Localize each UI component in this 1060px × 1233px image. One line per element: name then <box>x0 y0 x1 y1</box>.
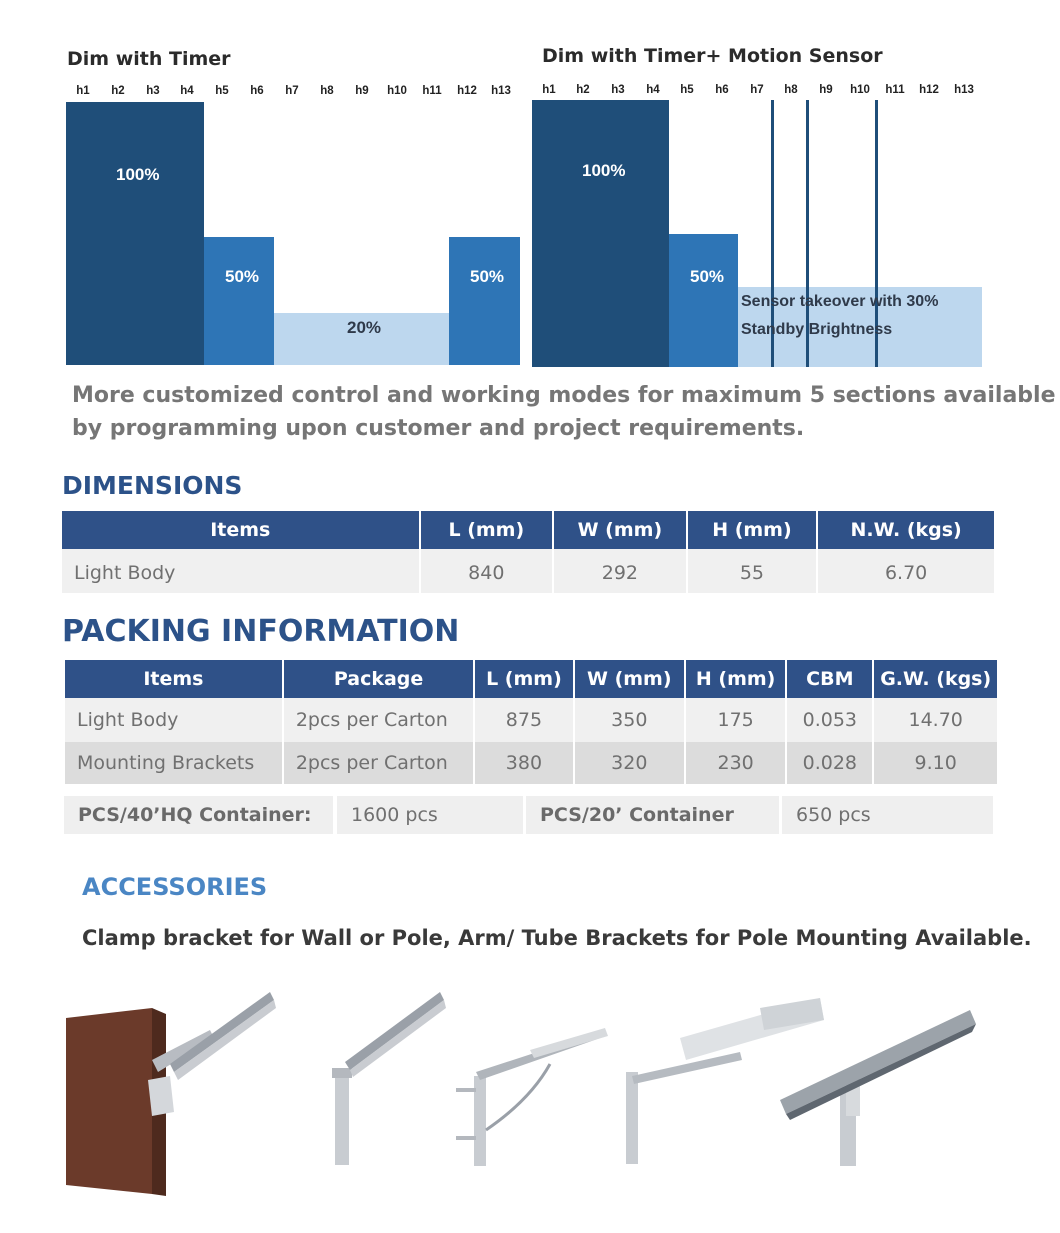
cell: 380 <box>475 742 572 784</box>
cell: 875 <box>475 698 572 742</box>
bar-label-100-motion: 100% <box>582 161 626 180</box>
table-header-row <box>62 511 994 549</box>
cell: 840 <box>421 549 553 593</box>
hour-label: h1 <box>76 85 90 97</box>
col-header: Package <box>284 660 473 698</box>
table-header-row <box>65 660 997 698</box>
hour-label: h3 <box>611 84 625 96</box>
hour-axis-timer <box>66 85 520 101</box>
hour-label: h9 <box>355 85 369 97</box>
sensor-note-line2: Standby Brightness <box>741 321 893 338</box>
col-header: L (mm) <box>475 660 572 698</box>
col-header: CBM <box>787 660 872 698</box>
hour-label: h12 <box>919 84 939 96</box>
hour-label: h9 <box>819 84 833 96</box>
dimensions-table <box>60 511 996 593</box>
accessories-illustrations <box>60 980 1020 1210</box>
bar-label-50b: 50% <box>470 267 505 286</box>
hour-label: h3 <box>146 85 160 97</box>
bar-50b-timer <box>449 237 520 365</box>
hour-label: h7 <box>750 84 764 96</box>
container-40-value: 1600 pcs <box>337 796 523 834</box>
hour-label: h6 <box>250 85 264 97</box>
accessories-text: Clamp bracket for Wall or Pole, Arm/ Tube Brackets for Pole Mounting Available. <box>82 926 1032 950</box>
container-20-value: 650 pcs <box>782 796 993 834</box>
hour-label: h5 <box>680 84 694 96</box>
hour-label: h2 <box>576 84 590 96</box>
hour-label: h11 <box>885 84 905 96</box>
cell: Mounting Brackets <box>65 742 282 784</box>
dimensions-title: DIMENSIONS <box>62 471 243 500</box>
hour-label: h2 <box>111 85 125 97</box>
hour-label: h7 <box>285 85 299 97</box>
container-40-label: PCS/40’HQ Container: <box>64 796 333 834</box>
hour-label: h10 <box>850 84 870 96</box>
col-header: Items <box>62 511 419 549</box>
cell: 350 <box>575 698 684 742</box>
hour-label: h4 <box>180 85 194 97</box>
hour-label: h11 <box>422 85 442 97</box>
cell: 2pcs per Carton <box>284 742 473 784</box>
bar-label-50: 50% <box>225 267 260 286</box>
packing-title: PACKING INFORMATION <box>62 614 460 649</box>
hour-label: h8 <box>784 84 798 96</box>
col-header: G.W. (kgs) <box>874 660 997 698</box>
solar-panel-illustration <box>780 1010 976 1166</box>
cell: 9.10 <box>874 742 997 784</box>
hour-label: h4 <box>646 84 660 96</box>
packing-table <box>63 660 999 784</box>
bar-label-100: 100% <box>116 165 160 184</box>
bar-label-20: 20% <box>347 318 382 337</box>
col-header: Items <box>65 660 282 698</box>
table-row <box>62 549 994 593</box>
cell: 175 <box>686 698 785 742</box>
sensor-note-line1: Sensor takeover with 30% <box>741 293 939 310</box>
hour-label: h13 <box>491 85 511 97</box>
table-row <box>65 698 997 742</box>
chart-title-timer: Dim with Timer <box>67 48 231 70</box>
bar-100-timer <box>66 102 204 365</box>
bar-50-motion <box>669 234 738 367</box>
cell: Light Body <box>65 698 282 742</box>
tube-bracket-illustration <box>626 998 824 1164</box>
hour-axis-motion <box>532 84 982 100</box>
hour-label: h10 <box>387 85 407 97</box>
bar-label-50-motion: 50% <box>690 267 725 286</box>
container-20-label: PCS/20’ Container <box>526 796 779 834</box>
table-row <box>65 742 997 784</box>
cell: 0.028 <box>787 742 872 784</box>
cell: 320 <box>575 742 684 784</box>
col-header: H (mm) <box>688 511 817 549</box>
wall-mount-illustration <box>66 992 276 1196</box>
bar-100-motion <box>532 100 669 367</box>
accessories-title: ACCESSORIES <box>82 873 268 901</box>
cell: 14.70 <box>874 698 997 742</box>
bar-50-timer <box>204 237 274 365</box>
cell: 292 <box>554 549 686 593</box>
hour-label: h5 <box>215 85 229 97</box>
note-line1: More customized control and working modes for maximum 5 sections available <box>72 383 1056 408</box>
col-header: H (mm) <box>686 660 785 698</box>
hour-label: h13 <box>954 84 974 96</box>
cell: 55 <box>688 549 817 593</box>
cell: 2pcs per Carton <box>284 698 473 742</box>
col-header: W (mm) <box>554 511 686 549</box>
chart-title-motion: Dim with Timer+ Motion Sensor <box>542 45 883 67</box>
customization-note <box>72 379 1056 445</box>
col-header: W (mm) <box>575 660 684 698</box>
col-header: L (mm) <box>421 511 553 549</box>
pole-top-mount-illustration <box>332 992 446 1165</box>
cell: 230 <box>686 742 785 784</box>
hour-label: h12 <box>457 85 477 97</box>
cell: 6.70 <box>818 549 994 593</box>
hour-label: h8 <box>320 85 334 97</box>
arm-bracket-illustration <box>456 1028 608 1166</box>
col-header: N.W. (kgs) <box>818 511 994 549</box>
cell: 0.053 <box>787 698 872 742</box>
note-line2: by programming upon customer and project requirements. <box>72 416 805 441</box>
cell: Light Body <box>62 549 419 593</box>
hour-label: h1 <box>542 84 556 96</box>
hour-label: h6 <box>715 84 729 96</box>
